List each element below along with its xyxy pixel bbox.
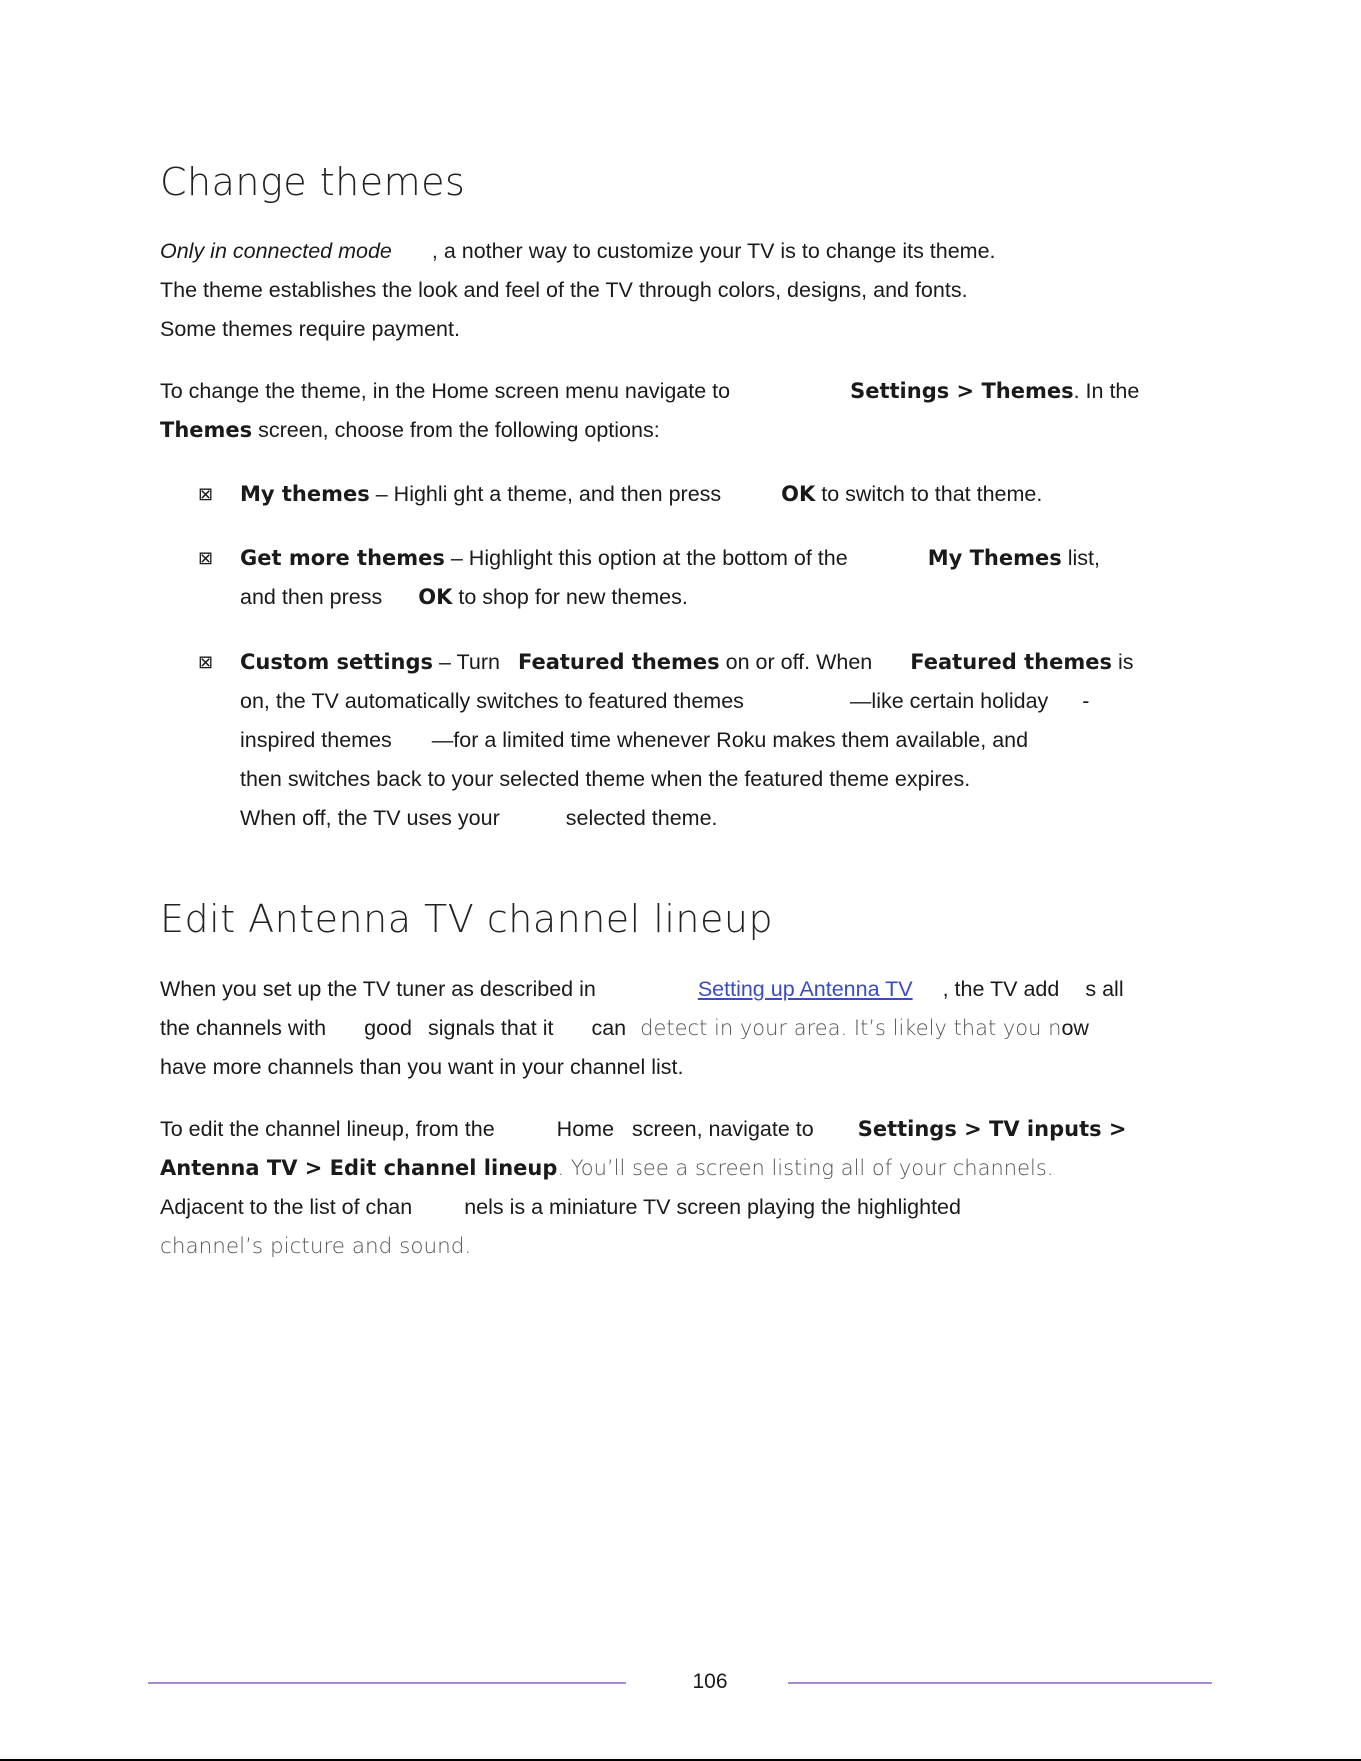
section-title-change-themes: Change themes [160,160,466,204]
paragraph-tuner-line3: have more channels than you want in your channel list. [160,1055,684,1079]
settings-themes-path: Settings > Themes [850,379,1074,403]
page-number: 106 [692,1670,728,1693]
paragraph-edit-lineup-line4: channel’s picture and sound. [160,1234,472,1259]
antenna-edit-lineup-path: Antenna TV > Edit channel lineup [160,1156,558,1180]
setting-up-antenna-tv-link[interactable]: Setting up Antenna TV [697,977,913,1001]
bullet-glyph: ⊠ [198,484,214,505]
paragraph-tuner-line1: When you set up the TV tuner as described in Setting up Antenna TV , the TV add s all [160,977,1124,1001]
bullet-custom-settings-line3: inspired themes —for a limited time whenever Roku makes them available, and [240,728,1029,752]
paragraph-intro-line3: Some themes require payment. [160,317,460,341]
bullet-custom-settings-line2: on, the TV automatically switches to featured themes —like certain holiday - [240,689,1090,713]
footer-rule-left [148,1682,626,1684]
paragraph-tuner-line2: the channels with good signals that it can detect in your area. It’s likely that you now [160,1016,1089,1040]
paragraph-edit-lineup-line2: Antenna TV > Edit channel lineup. You’ll see a screen listing all of your channels. [160,1156,1054,1180]
paragraph-intro-line1: Only in connected mode , a nother way to customize your TV is to change its theme. [160,239,996,263]
connected-mode-note: Only in connected mode [160,239,392,263]
paragraph-navigate-line2: Themes screen, choose from the following options: [160,418,660,442]
paragraph-edit-lineup-line1: To edit the channel lineup, from the Home screen, navigate to Settings > TV inputs > [160,1117,1127,1141]
paragraph-intro-line2: The theme establishes the look and feel of the TV through colors, designs, and fonts. [160,278,968,302]
bullet-get-more-themes: Get more themes – Highlight this option at the bottom of the My Themes list, [240,546,1100,570]
bullet-glyph: ⊠ [198,652,214,673]
paragraph-navigate-line1: To change the theme, in the Home screen menu navigate to Settings > Themes. In the [160,379,1140,403]
bullet-glyph: ⊠ [198,548,214,569]
paragraph-edit-lineup-line3: Adjacent to the list of chan nels is a miniature TV screen playing the highlighted [160,1195,961,1219]
section-title-edit-antenna-lineup: Edit Antenna TV channel lineup [160,897,774,941]
bullet-custom-settings: Custom settings – Turn Featured themes on or off. When Featured themes is [240,650,1134,674]
bullet-custom-settings-line5: When off, the TV uses your selected theme. [240,806,718,830]
bullet-custom-settings-line4: then switches back to your selected theme when the featured theme expires. [240,767,971,791]
footer-rule-right [788,1682,1212,1684]
bullet-my-themes: My themes – Highli ght a theme, and then press OK to switch to that theme. [240,482,1043,506]
bullet-get-more-themes-line2: and then press OK to shop for new themes. [240,585,688,609]
page-footer [0,1670,1361,1700]
settings-tv-inputs-path: Settings > TV inputs > [857,1117,1127,1141]
